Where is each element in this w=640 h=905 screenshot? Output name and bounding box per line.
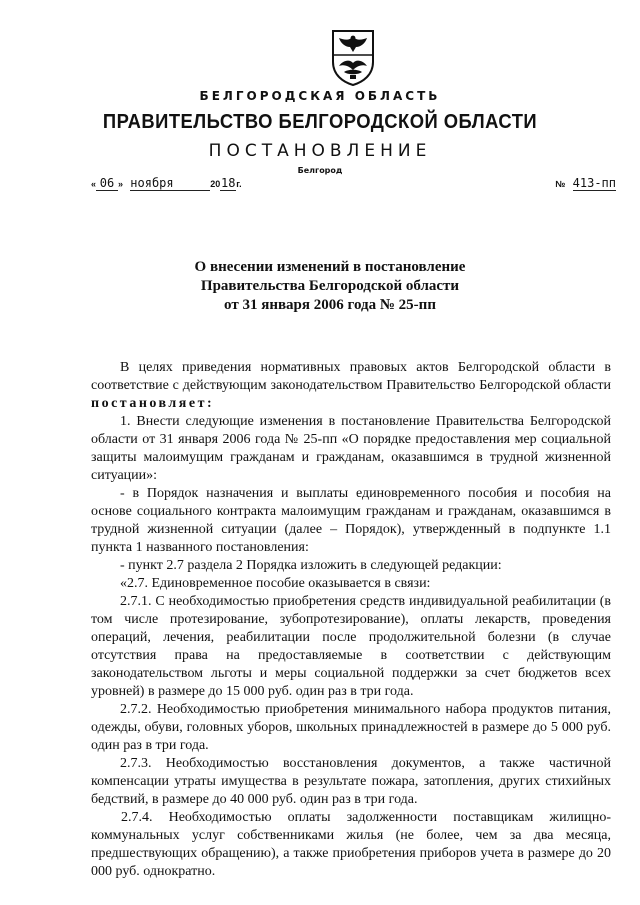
title-line-2: Правительства Белгородской области (200, 278, 460, 294)
clause-2-7-4-paragraph: 2.7.4. Необходимостью оплаты задолженности поставщикам жилищно-коммунальных услуг собственниками жилья (не более, чем за два месяца, предшествующих обращению), а также приобретения приборов учета в размере до 20 000 руб. однократно. (91, 810, 611, 879)
clause-2-7-2-paragraph: 2.7.2. Необходимостью приобретения минимального набора продуктов питания, одежды, обуви, головных уборов, школьных принадлежностей в размере до 5 000 руб. один раз в три года. (91, 702, 611, 753)
title-line-3: от 31 января 2006 года № 25-пп (224, 297, 436, 313)
resolves-word: постановляет: (91, 396, 215, 411)
clause-2-7-paragraph: «2.7. Единовременное пособие оказывается в связи: (120, 576, 431, 591)
preamble-text: В целях приведения нормативных правовых актов Белгородской области в соответствие с действующим законодательством Правительство Белгородской области (91, 360, 611, 393)
decree-date (91, 176, 242, 191)
date-year-prefix: 20 (210, 179, 221, 189)
document-type: ПОСТАНОВЛЕНИЕ (208, 141, 432, 161)
city-name: Белгород (297, 166, 343, 175)
number-label: № (555, 179, 566, 189)
region-name: БЕЛГОРОДСКАЯ ОБЛАСТЬ (199, 89, 441, 103)
title-line-1: О внесении изменений в постановление (194, 259, 466, 275)
coat-of-arms-emblem (330, 28, 376, 86)
date-close-quote: » (118, 179, 124, 189)
date-year: 18 (221, 176, 236, 190)
date-year-mark: г. (236, 179, 242, 189)
point-2-7-paragraph: - пункт 2.7 раздела 2 Порядка изложить в следующей редакции: (120, 558, 502, 573)
preamble-paragraph (91, 359, 611, 413)
document-body (91, 359, 611, 881)
government-name: ПРАВИТЕЛЬСТВО БЕЛГОРОДСКОЙ ОБЛАСТИ (102, 111, 538, 133)
date-month: ноября (130, 176, 210, 191)
number-value: 413-пп (572, 176, 616, 190)
document-title (120, 258, 540, 315)
date-day: 06 (96, 176, 118, 191)
decree-number (555, 176, 616, 190)
amendment-order-paragraph: - в Порядок назначения и выплаты единовременного пособия и пособия на основе социального контракта малоимущим гражданам и гражданам, оказавшимся в трудной жизненной ситуации (далее – Порядок), утвержденный в подпункте 1.1 пункта 1 названного постановления: (91, 486, 611, 555)
clause-2-7-3-paragraph: 2.7.3. Необходимостью восстановления документов, а также частичной компенсации утраты имущества в результате пожара, затопления, других стихийных бедствий, в размере до 40 000 руб. один раз в три года. (91, 756, 611, 807)
clause-2-7-1-paragraph: 2.7.1. С необходимостью приобретения средств индивидуальной реабилитации (в том числе протезирование, зубопротезирование), оплаты лекарств, проведения операций, лечения, реабилитации после продолжительной болезни (в случае отсутствия права на предоставляемые в соответствии с действующим законодательством льготы и меры социальной поддержки за счет бюджетов всех уровней) в размере до 15 000 руб. один раз в три года. (91, 594, 611, 699)
date-open-quote: « (91, 179, 97, 189)
item-1-paragraph: 1. Внести следующие изменения в постановление Правительства Белгородской области от 31 января 2006 года № 25-пп «О порядке предоставления мер социальной защиты малоимущим гражданам и гражданам, оказавшимся в трудной жизненной ситуации»: (91, 414, 611, 483)
